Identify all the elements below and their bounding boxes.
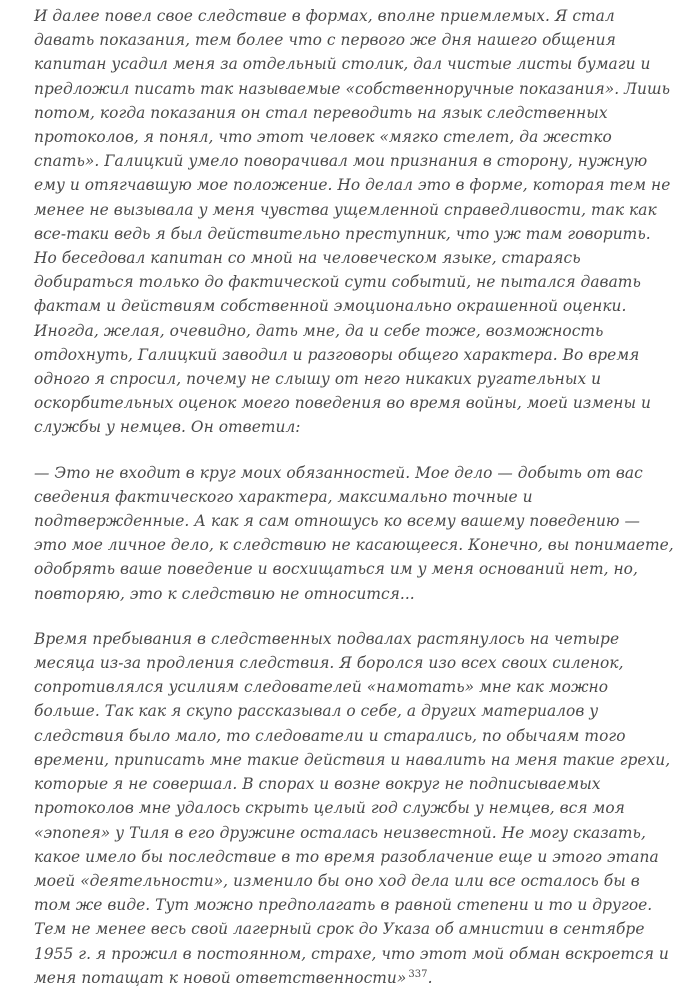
- document-body: [34, 4, 677, 990]
- paragraph-3-text: Время пребывания в следственных подвалах растянулось на четыре месяца из-за продления следствия. Я боролся изо всех своих силенок, сопротивлялся усилиям следователей «намотать» мне как можно больше. Так как я скупо рассказывал о себе, а других материалов у следствия было мало, то следователи и старались, по обычаям того времени, приписать мне такие действия и навалить на меня такие грехи, которые я не совершал. В спорах и возне вокруг не подписываемых протоколов мне удалось скрыть целый год службы у немцев, вся моя «эпопея» у Тиля в его дружине осталась неизвестной. Не могу сказать, какое имело бы последствие в то время разоблачение еще и этого этапа моей «деятельности», изменило бы оно ход дела или все осталось бы в том же виде. Тут можно предполагать в равной степени и то и другое. Тем не менее весь свой лагерный срок до Указа об амнистии в сентябре 1955 г. я прожил в постоянном, страхе, что этот мой обман вскроется и меня потащат к новой ответственности»: [34, 629, 671, 987]
- footnote-reference[interactable]: 337: [408, 968, 428, 980]
- paragraph-3-end: .: [427, 968, 433, 987]
- paragraph-1: [34, 4, 677, 440]
- paragraph-2: [34, 461, 677, 606]
- paragraph-3: [34, 627, 677, 990]
- paragraph-1-text: И далее повел свое следствие в формах, вполне приемлемых. Я стал давать показания, тем более что с первого же дня нашего общения капитан усадил меня за отдельный столик, дал чистые листы бумаги и предложил писать так называемые «собственноручные показания». Лишь потом, когда показания он стал переводить на язык следственных протоколов, я понял, что этот человек «мягко стелет, да жестко спать». Галицкий умело поворачивал мои признания в сторону, нужную ему и отягчавшую мое положение. Но делал это в форме, которая тем не менее не вызывала у меня чувства ущемленной справедливости, так как все-таки ведь я был действительно преступник, что уж там говорить. Но беседовал капитан со мной на человеческом языке, стараясь добираться только до фактической сути событий, не пытался давать фактам и действиям собственной эмоционально окрашенной оценки. Иногда, желая, очевидно, дать мне, да и себе тоже, возможность отдохнуть, Галицкий заводил и разговоры общего характера. Во время одного я спросил, почему не слышу от него никаких ругательных и оскорбительных оценок моего поведения во время войны, моей измены и службы у немцев. Он ответил:: [34, 7, 671, 437]
- paragraph-2-text: — Это не входит в круг моих обязанностей. Мое дело — добыть от вас сведения фактического характера, максимально точные и подтвержденные. А как я сам отношусь ко всему вашему поведению — это мое личное дело, к следствию не касающееся. Конечно, вы понимаете, одобрять ваше поведение и восхищаться им у меня оснований нет, но, повторяю, это к следствию не относится...: [34, 463, 674, 603]
